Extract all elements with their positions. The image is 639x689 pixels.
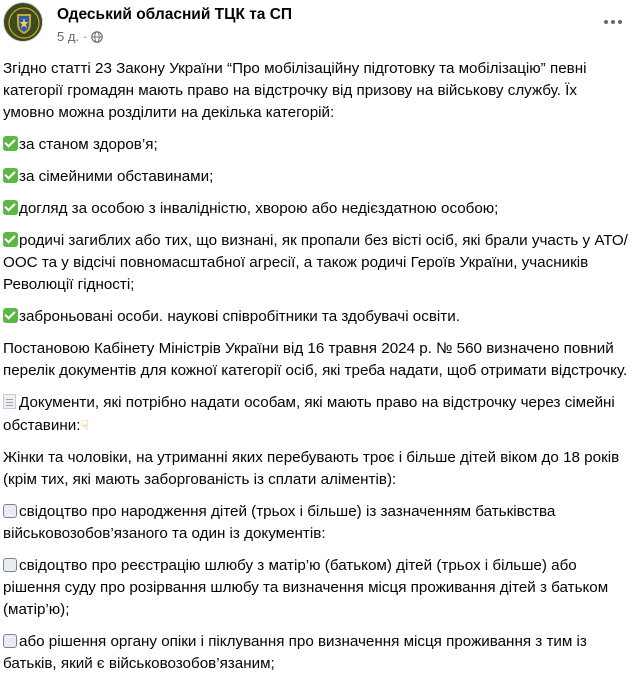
women-men-paragraph: Жінки та чоловіки, на утриманні яких перебувають троє і більше дітей віком до 18 років (крім тих, які мають заборгованість із сплати аліментів): xyxy=(3,449,620,488)
globe-icon[interactable] xyxy=(91,31,103,43)
meta-separator: · xyxy=(83,29,88,44)
military-emblem-icon xyxy=(4,3,43,42)
avatar[interactable] xyxy=(3,2,43,42)
page-name-link[interactable]: Одеський обласний ТЦК та СП xyxy=(57,6,293,23)
post-body xyxy=(3,58,631,685)
check-mark-icon xyxy=(3,200,18,215)
check-mark-icon xyxy=(3,136,18,151)
document-icon xyxy=(3,394,16,409)
category-item: родичі загиблих або тих, що визнані, як пропали без вісті осіб, які брали участь у АТО/ООС та у відсічі повномасштабної агресії, а також родичі Героїв України, учасників Революції гідності; xyxy=(3,232,628,293)
category-item: за станом здоров’я; xyxy=(3,134,631,156)
ballot-box-icon xyxy=(3,504,17,518)
category-item: за сімейними обставинами; xyxy=(3,166,631,188)
ballot-box-icon xyxy=(3,558,17,572)
category-item: заброньовані особи. наукові співробітники та здобувачі освіти. xyxy=(3,306,631,328)
post-time-link[interactable]: 5 д. xyxy=(57,29,80,44)
document-item: свідоцтво про реєстрацію шлюбу з матір’ю (батьком) дітей (трьох і більше) або рішення суду про розірвання шлюбу та визначення місця проживання дітей з батьком (матір’ю); xyxy=(3,557,609,618)
pointing-down-icon: ☟ xyxy=(80,417,89,433)
resolution-paragraph: Постановою Кабінету Міністрів України від 16 травня 2024 р. № 560 визначено повний перелік документів для кожної категорії осіб, які треба надати, щоб отримати відстрочку. xyxy=(3,340,628,379)
documents-heading: Документи, які потрібно надати особам, які мають право на відстрочку через сімейні обставини:☟ xyxy=(3,394,615,434)
document-item: або рішення органу опіки і піклування про визначення місця проживання з тим із батьків, який є військовозобов’язаним; xyxy=(3,633,587,672)
ballot-box-icon xyxy=(3,634,17,648)
category-item: догляд за особою з інвалідністю, хворою або недієздатною особою; xyxy=(3,198,631,220)
check-mark-icon xyxy=(3,168,18,183)
post-header xyxy=(0,0,639,52)
more-options-icon xyxy=(603,19,623,25)
more-options-button[interactable] xyxy=(601,10,625,34)
document-item: свідоцтво про народження дітей (трьох і більше) із зазначенням батьківства військовозобов’язаного та один із документів: xyxy=(3,503,556,542)
check-mark-icon xyxy=(3,308,18,323)
check-mark-icon xyxy=(3,232,18,247)
post-intro: Згідно статті 23 Закону України “Про мобілізаційну підготовку та мобілізацію” певні категорії громадян мають право на відстрочку від призову на військову службу. Їх умовно можна розділити на декілька категорій: xyxy=(3,60,587,121)
post-meta xyxy=(57,29,103,44)
